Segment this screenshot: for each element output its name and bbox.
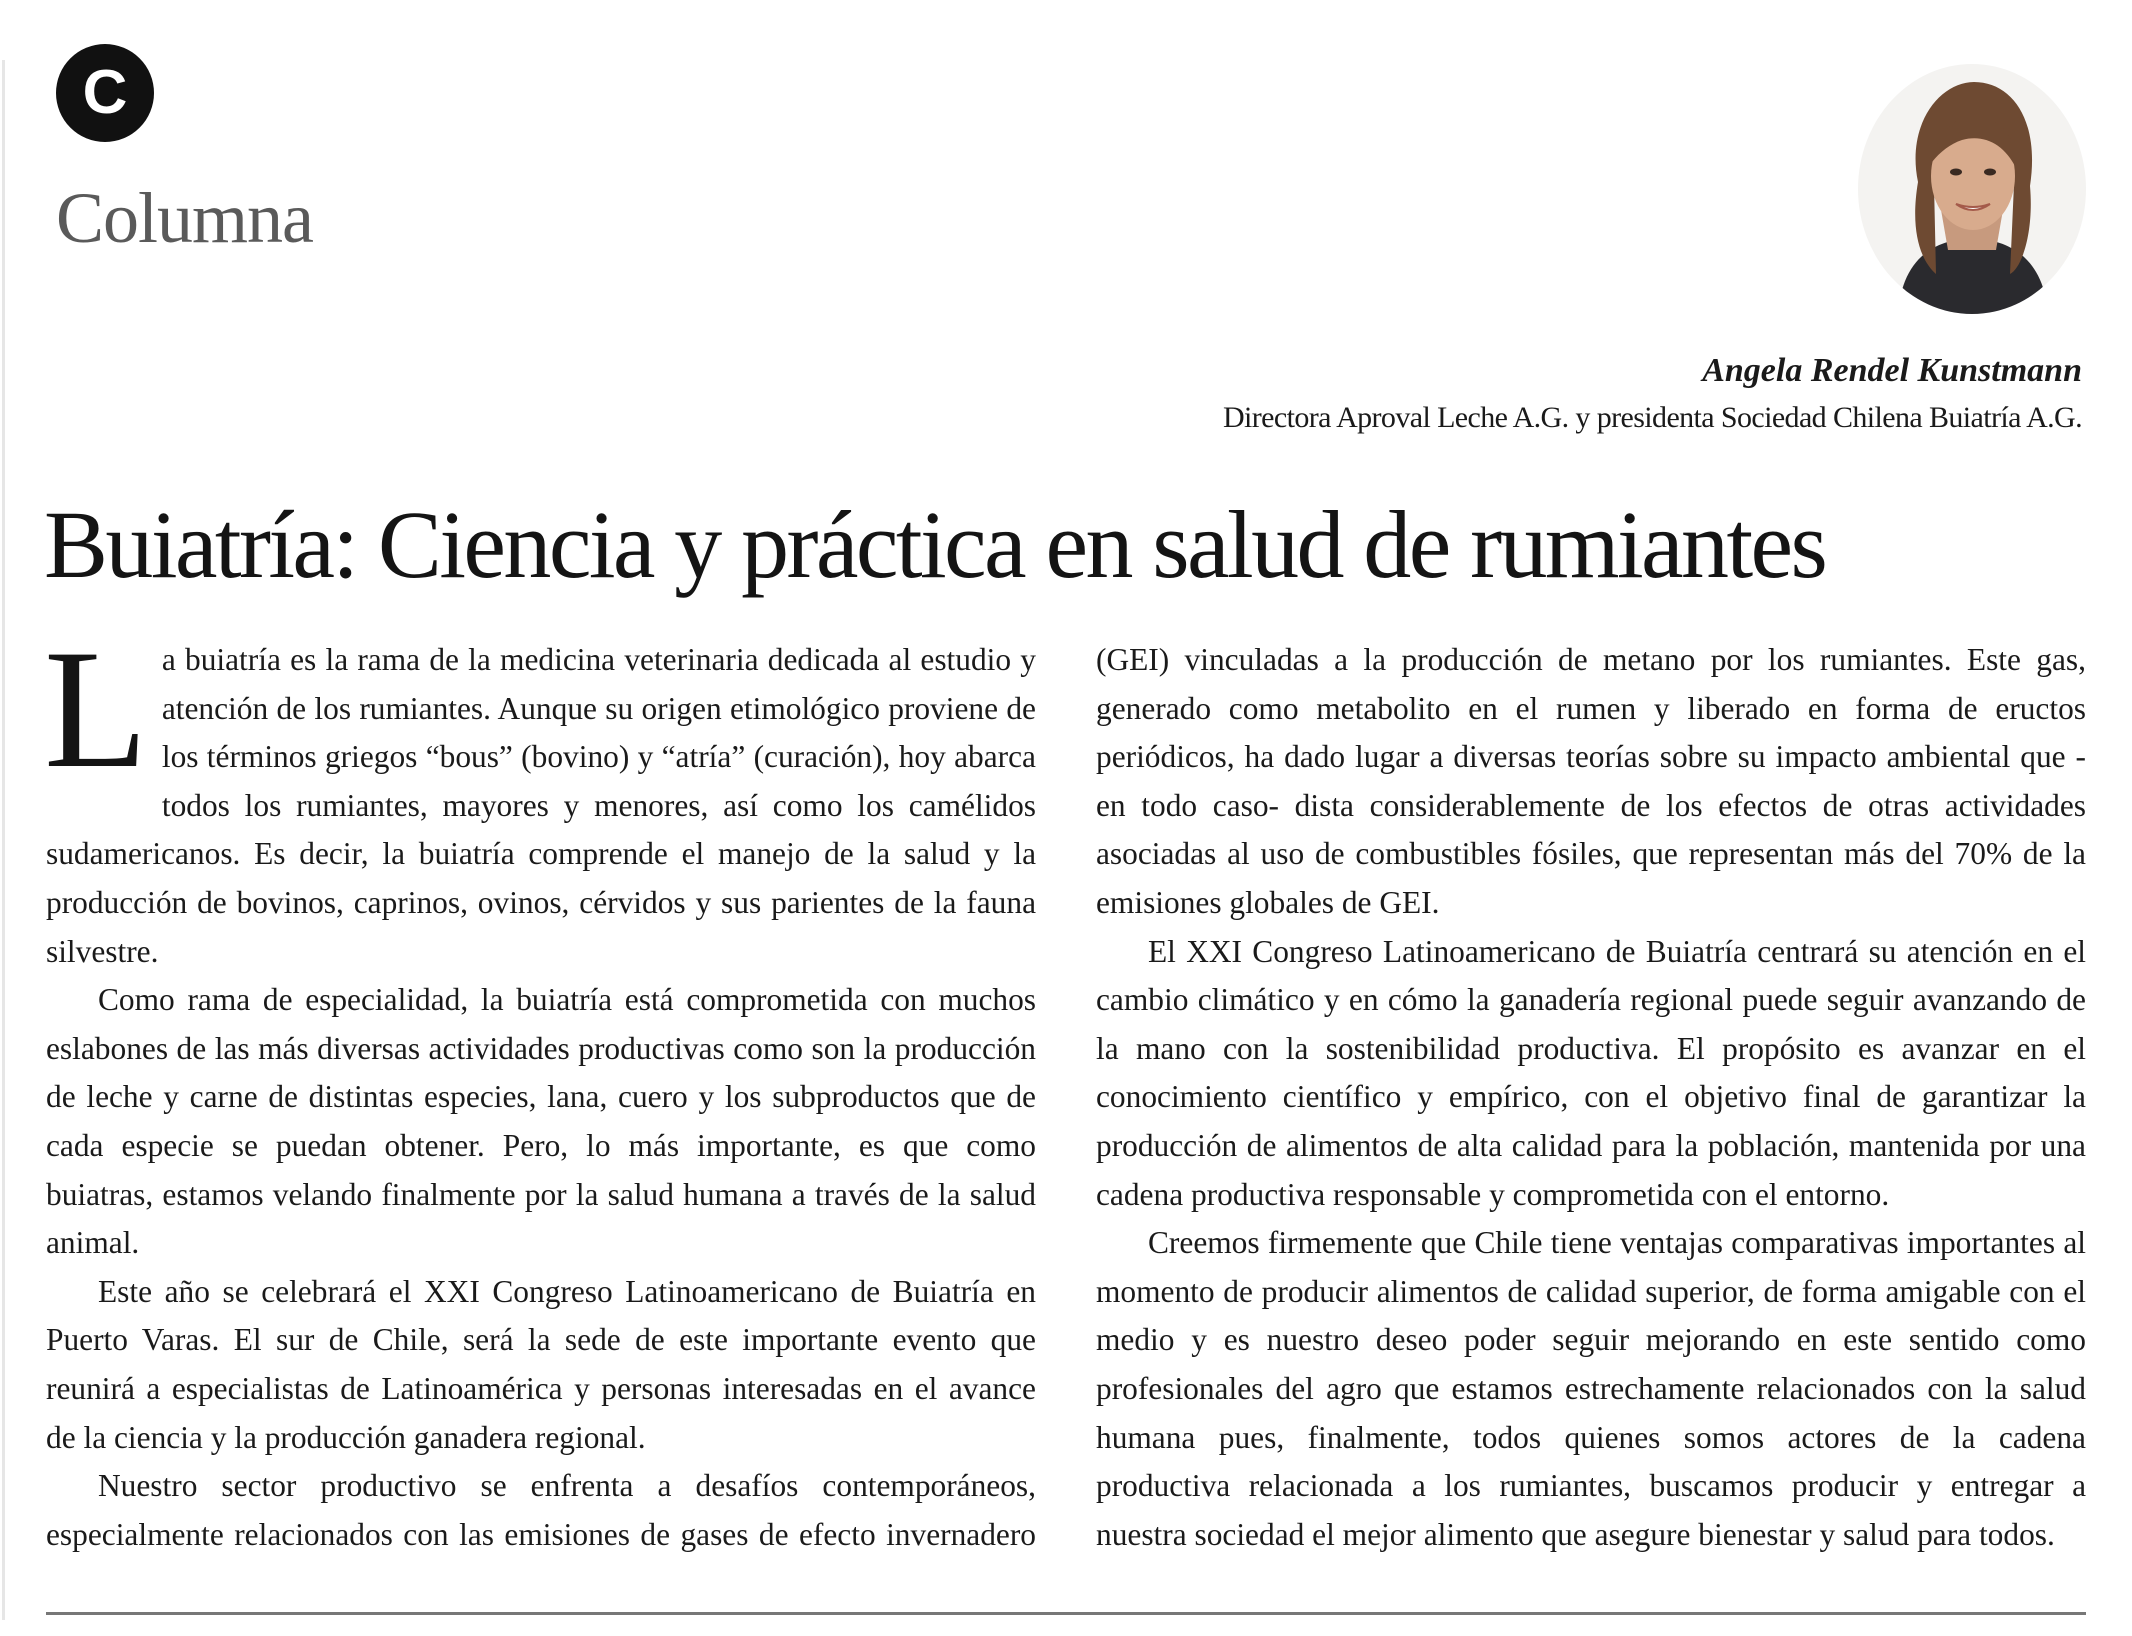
paragraph-text: a buiatría es la rama de la medicina veterinaria dedicada al estudio y atención de los rumiantes. Aunque su origen etimológico proviene de los términos griegos “bous” (bovino) y “atría” (curación), hoy abarca todos los rumiantes, mayores y menores, así como los camélidos sudamericanos. Es decir, la buiatría comprende el manejo de la salud y la producción de bovinos, caprinos, ovinos, cérvidos y sus parientes de la fauna silvestre. bbox=[46, 642, 1036, 969]
section-label: Columna bbox=[56, 178, 313, 258]
author-photo bbox=[1858, 64, 2086, 314]
drop-cap: L bbox=[44, 615, 148, 803]
author-role: Directora Aproval Leche A.G. y presidenta Sociedad Chilena Buiatría A.G. bbox=[1222, 401, 2082, 434]
byline bbox=[1223, 350, 2082, 440]
article-paragraph: Creemos firmemente que Chile tiene ventajas comparativas importantes al momento de producir alimentos de calidad superior, de forma amigable con el medio y es nuestro deseo poder seguir mejorando en este sentido como profesionales del agro que estamos estrechamente relacionados con la salud humana pues, finalmente, todos quienes somos actores de la cadena productiva relacionada a los rumiantes, buscamos producir y entregar a nuestra sociedad el mejor alimento que asegure bienestar y salud para todos. bbox=[1096, 1225, 2086, 1552]
article-paragraph bbox=[44, 615, 1036, 976]
section-badge-icon: C bbox=[56, 44, 154, 142]
author-name: Angela Rendel Kunstmann bbox=[1702, 352, 2082, 389]
article-paragraph: Nuestro sector productivo se enfrenta a desafíos contemporáneos, especialmente relacionados con las emisiones de gases de efecto invernadero (GEI) vinculadas a la producción de metano por los rumiantes. Este gas, generado como metabolito en el rumen y liberado en forma de eructos periódicos, ha dado lugar a diversas teorías sobre su impacto ambiental que -en todo caso- dista considerablemente de los efectos de otras actividades asociadas al uso de combustibles fósiles, que representan más del 70% de la emisiones globales de GEI. bbox=[46, 642, 2086, 1552]
article-paragraph: Como rama de especialidad, la buiatría está comprometida con muchos eslabones de las más diversas actividades productivas como son la producción de leche y carne de distintas especies, lana, cuero y los subproductos que de cada especie se puedan obtener. Pero, lo más importante, es que como buiatras, estamos velando finalmente por la salud humana a través de la salud animal. bbox=[46, 982, 1036, 1261]
article-headline: Buiatría: Ciencia y práctica en salud de rumiantes bbox=[44, 491, 1826, 598]
left-margin-rule bbox=[2, 60, 5, 1620]
article-paragraph: El XXI Congreso Latinoamericano de Buiatría centrará su atención en el cambio climático y en cómo la ganadería regional puede seguir avanzando de la mano con la sostenibilidad productiva. El propósito es avanzar en el conocimiento científico y empírico, con el objetivo final de garantizar la producción de alimentos de alta calidad para la población, mantenida por una cadena productiva responsable y comprometida con el entorno. bbox=[1096, 933, 2086, 1212]
article-body bbox=[44, 615, 2086, 1606]
bottom-rule bbox=[46, 1612, 2086, 1615]
article-paragraph: Este año se celebrará el XXI Congreso Latinoamericano de Buiatría en Puerto Varas. El sur de Chile, será la sede de este importante evento que reunirá a especialistas de Latinoamérica y personas interesadas en el avance de la ciencia y la producción ganadera regional. bbox=[46, 1273, 1036, 1455]
